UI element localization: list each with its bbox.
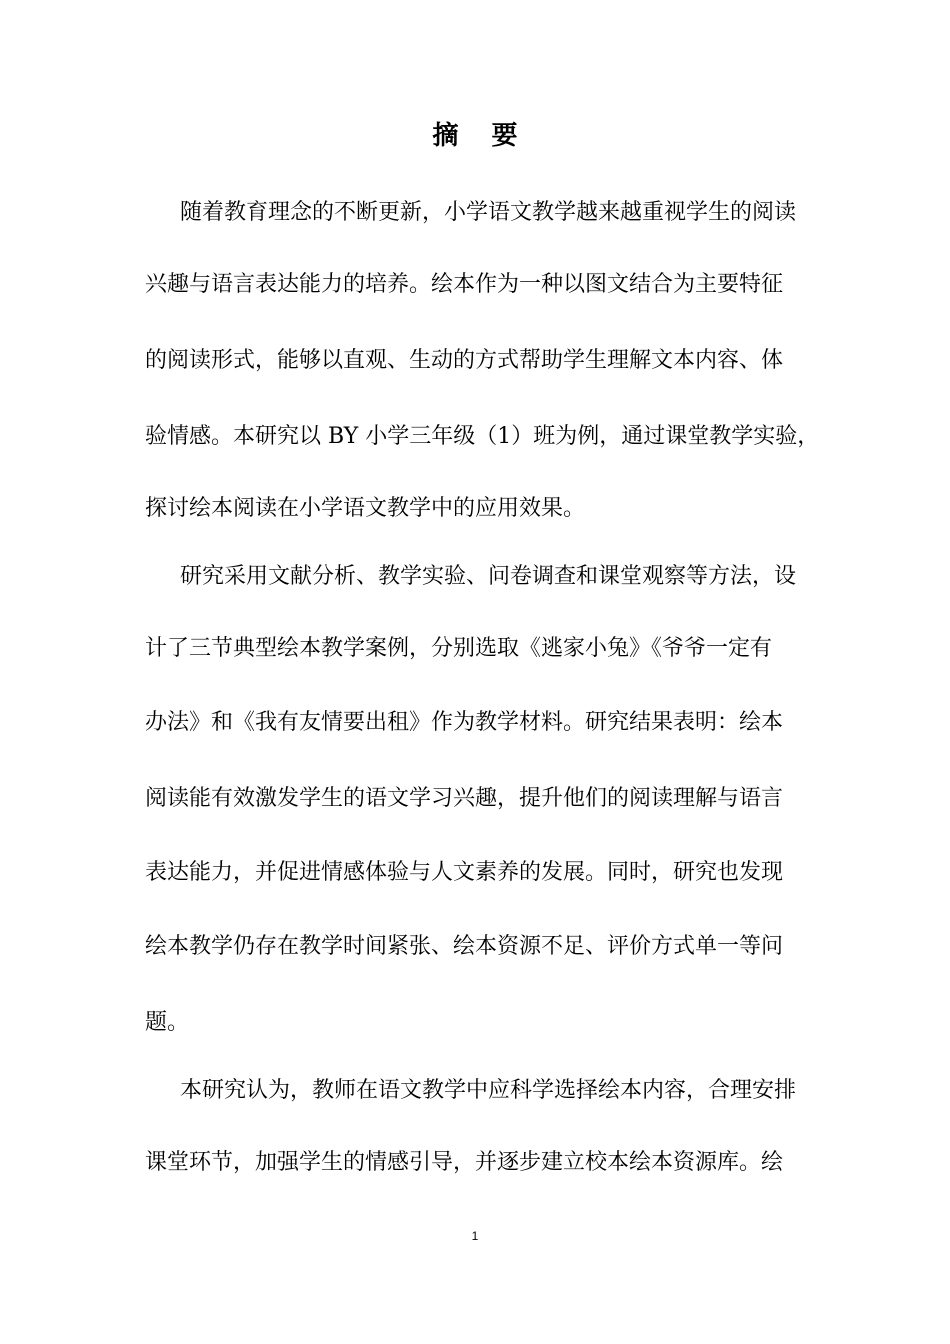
paragraph-2-line-4: 阅读能有效激发学生的语文学习兴趣，提升他们的阅读理解与语言 [145, 786, 784, 811]
paragraph-1-line-4: 验情感。本研究以 BY 小学三年级（1）班为例，通过课堂教学实验， [145, 424, 820, 449]
paragraph-2-line-2: 计了三节典型绘本教学案例，分别选取《逃家小兔》《爷爷一定有 [145, 636, 773, 661]
abstract-title: 摘 要 [432, 121, 530, 151]
paragraph-1-line-2: 兴趣与语言表达能力的培养。绘本作为一种以图文结合为主要特征 [145, 272, 784, 297]
paragraph-3-line-1: 本研究认为，教师在语文教学中应科学选择绘本内容，合理安排 [180, 1078, 797, 1103]
paragraph-1-line-5: 探讨绘本阅读在小学语文教学中的应用效果。 [145, 496, 586, 521]
paragraph-2-line-6: 绘本教学仍存在教学时间紧张、绘本资源不足、评价方式单一等问 [145, 934, 784, 959]
paragraph-2-line-1: 研究采用文献分析、教学实验、问卷调查和课堂观察等方法，设 [180, 564, 797, 589]
paragraph-3-line-2: 课堂环节，加强学生的情感引导，并逐步建立校本绘本资源库。绘 [145, 1150, 784, 1175]
paragraph-2-line-5: 表达能力，并促进情感体验与人文素养的发展。同时，研究也发现 [145, 860, 784, 885]
paragraph-2-line-3: 办法》和《我有友情要出租》作为教学材料。研究结果表明：绘本 [145, 710, 784, 735]
paragraph-1-line-3: 的阅读形式，能够以直观、生动的方式帮助学生理解文本内容、体 [145, 348, 784, 373]
page-number: 1 [471, 1229, 479, 1243]
paragraph-1-line-1: 随着教育理念的不断更新，小学语文教学越来越重视学生的阅读 [180, 200, 797, 225]
paragraph-2-line-7: 题。 [145, 1010, 190, 1035]
